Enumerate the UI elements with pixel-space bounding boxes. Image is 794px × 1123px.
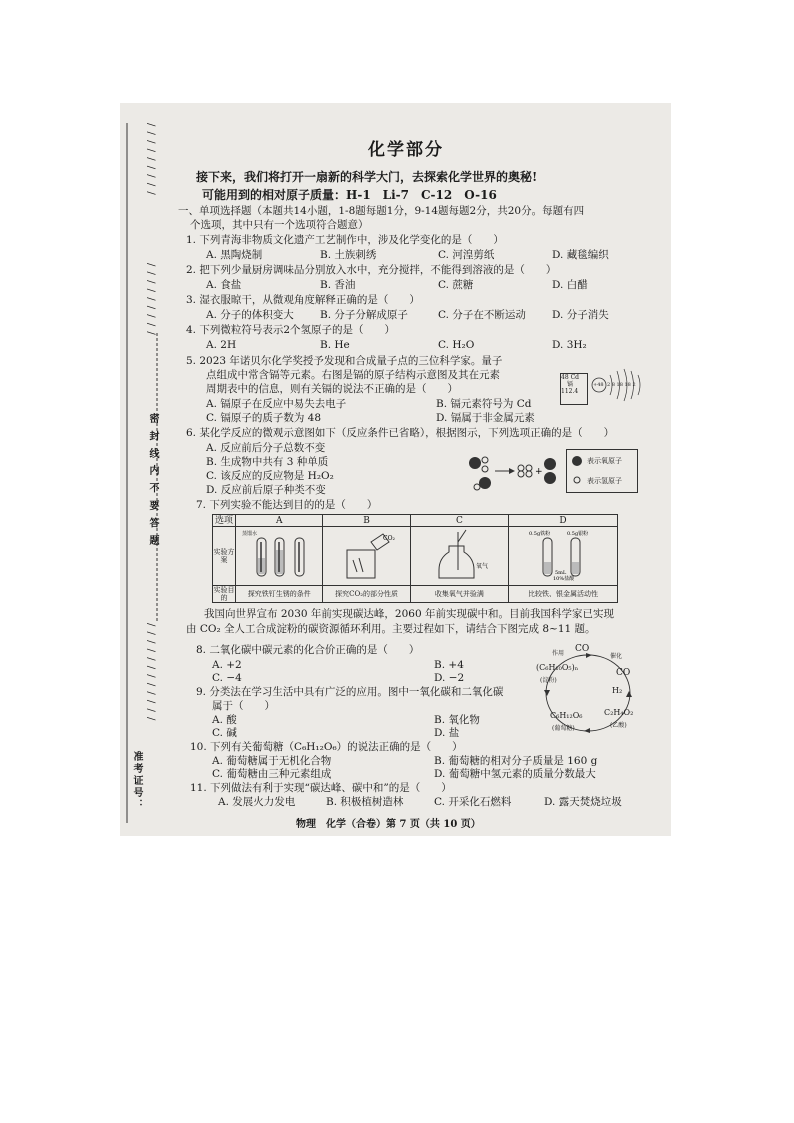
table-header-label: 选项 [213, 515, 236, 527]
binding-slashes-top: / / / / / / / / / [145, 123, 156, 196]
tile-mass: 112.4 [561, 388, 579, 395]
svg-text:5mL: 5mL [555, 570, 567, 576]
q6-stem: 6. 某化学反应的微观示意图如下（反应条件已省略），根据图示，下列选项正确的是（ ） [186, 427, 615, 439]
q10-option-b: B. 葡萄糖的相对分子质量是 160 g [434, 755, 598, 767]
q11-option-d: D. 露天焚烧垃圾 [544, 796, 622, 808]
q3-option-c: C. 分子在不断运动 [438, 309, 526, 321]
q3-option-b: B. 分子分解成原子 [320, 309, 408, 321]
q9-option-a: A. 酸 [212, 714, 237, 726]
cycle-acetic: C₂H₄O₂ [604, 708, 634, 717]
co2-beaker-figure [327, 528, 407, 582]
cycle-h2: H₂ [612, 686, 623, 695]
q5-stem-3: 周期表中的信息，则有关镉的说法不正确的是（ ） [206, 383, 458, 395]
binding-slashes-bottom: / / / / / / / / / / / / [145, 623, 156, 722]
q4-option-d: D. 3H₂ [552, 339, 587, 351]
purpose-c: 收集氧气并验满 [410, 586, 508, 603]
plan-c [410, 527, 508, 586]
cycle-tag-1: 作用 [552, 650, 565, 657]
electron-shells: 2 8 18 18 2 [607, 382, 636, 388]
tile-atomic-number: 48 [561, 374, 569, 381]
q7-stem: 7. 下列实验不能达到目的的是（ ） [196, 499, 378, 511]
q5-option-b: B. 镉元素符号为 Cd [436, 398, 532, 410]
atomic-masses: 可能用到的相对原子质量：H-1 Li-7 C-12 O-16 [202, 188, 497, 202]
q10-stem: 10. 下列有关葡萄糖（C₆H₁₂O₆）的说法正确的是（ ） [190, 741, 463, 753]
q3-option-a: A. 分子的体积变大 [206, 309, 294, 321]
oxygen-collection-figure [414, 528, 504, 582]
q5-option-c: C. 镉原子的质子数为 48 [206, 412, 322, 424]
q6-option-d: D. 反应前后原子种类不变 [206, 484, 326, 496]
q9-option-b: B. 氧化物 [434, 714, 480, 726]
q1-option-b: B. 土族刺绣 [320, 249, 377, 261]
row-purpose-label: 实验目的 [213, 586, 235, 602]
q4-option-b: B. He [320, 339, 350, 351]
cycle-starch-note: (淀粉) [540, 677, 557, 684]
q5-option-d: D. 镉属于非金属元素 [436, 412, 535, 424]
q6-option-b: B. 生成物中共有 3 种单质 [206, 456, 329, 468]
binding-margin [123, 103, 165, 836]
section-heading: 一、单项选择题（本题共14小题，1-8题每题1分，9-14题每题2分，共20分。每题有四 [178, 205, 585, 217]
cycle-starch: (C₆H₁₀O₅)ₙ [536, 663, 579, 672]
q2-option-b: B. 香油 [320, 279, 356, 291]
page-footer: 物理 化学（合卷）第 7 页（共 10 页） [296, 819, 481, 830]
svg-text:氧气: 氧气 [476, 563, 489, 570]
purpose-b: 探究CO₂的部分性质 [323, 586, 410, 603]
svg-text:0.5g银粉: 0.5g银粉 [567, 531, 589, 537]
q2-option-d: D. 白醋 [552, 279, 588, 291]
q3-option-d: D. 分子消失 [552, 309, 609, 321]
seal-line-text: 密 封 线 内 不 要 答 题 [147, 413, 158, 548]
q5-stem-2: 点组成中常含镉等元素。右图是镉的原子结构示意图及其在元素 [206, 369, 500, 381]
cadmium-periodic-tile [560, 373, 588, 405]
q2-stem: 2. 把下列少量厨房调味品分别放入水中，充分搅拌，不能得到溶液的是（ ） [186, 264, 557, 276]
passage-line-2: 由 CO₂ 全人工合成淀粉的碳资源循环利用。主要过程如下，请结合下图完成 8~11 题。 [186, 623, 596, 635]
legend-oxygen: 表示氧原子 [587, 457, 622, 465]
table-col-b: B [323, 515, 410, 527]
q8-option-b: B. +4 [434, 659, 464, 671]
q10-option-d: D. 葡萄糖中氢元素的质量分数最大 [434, 768, 596, 780]
exam-number-label: 准考证号： [131, 751, 142, 811]
q5-option-a: A. 镉原子在反应中易失去电子 [206, 398, 347, 410]
q8-option-d: D. −2 [434, 672, 465, 684]
plan-d [509, 527, 618, 586]
experiment-table [212, 514, 618, 603]
section-heading-2: 个选项，其中只有一个选项符合题意） [190, 219, 369, 231]
q9-option-c: C. 碱 [212, 727, 237, 739]
table-col-d: D [509, 515, 618, 527]
reaction-diagram [465, 449, 565, 495]
q1-stem: 1. 下列青海非物质文化遗产工艺制作中，涉及化学变化的是（ ） [186, 234, 504, 246]
q4-option-a: A. 2H [206, 339, 237, 351]
q6-option-a: A. 反应前后分子总数不变 [206, 442, 326, 454]
q2-option-c: C. 蔗糖 [438, 279, 474, 291]
q8-option-a: A. +2 [212, 659, 242, 671]
cycle-glucose-note: (葡萄糖) [552, 725, 575, 732]
passage-line-1: 我国向世界宣布 2030 年前实现碳达峰，2060 年前实现碳中和。目前我国科学家已实现 [204, 608, 614, 620]
q8-stem: 8. 二氧化碳中碳元素的化合价正确的是（ ） [196, 644, 420, 656]
q5-stem-1: 5. 2023 年诺贝尔化学奖授予发现和合成量子点的三位科学家。量子 [186, 355, 503, 367]
metal-activity-figure [513, 528, 613, 582]
intro-text: 接下来，我们将打开一扇新的科学大门，去探索化学世界的奥秘! [196, 170, 538, 184]
binding-slashes-mid: / / / / / / / / / [145, 263, 156, 336]
cycle-glucose: C₆H₁₂O₆ [550, 711, 583, 720]
cycle-acetic-note: (乙酸) [610, 722, 627, 729]
purpose-a: 探究铁钉生锈的条件 [236, 586, 323, 603]
q4-option-c: C. H₂O [438, 339, 475, 351]
q1-option-c: C. 河湟剪纸 [438, 249, 495, 261]
svg-text:0.5g铁粉: 0.5g铁粉 [529, 531, 551, 537]
carbon-cycle-diagram [528, 641, 648, 743]
nucleus-charge: +48 [593, 382, 604, 388]
legend-hydrogen: 表示氢原子 [587, 477, 622, 485]
svg-text:+: + [535, 467, 543, 477]
tile-name: 镉 [567, 381, 574, 388]
plan-b [323, 527, 410, 586]
svg-text:CO₂: CO₂ [382, 535, 395, 542]
cycle-co: CO [575, 644, 590, 654]
svg-text:10%盐酸: 10%盐酸 [553, 576, 575, 582]
plan-a-label-water: 蒸馏水 [242, 531, 258, 537]
q6-option-c: C. 该反应的反应物是 H₂O₂ [206, 470, 334, 482]
q11-option-b: B. 积极植树造林 [326, 796, 404, 808]
row-plan-label: 实验方案 [213, 527, 236, 586]
q3-stem: 3. 湿衣服晾干，从微观角度解释正确的是（ ） [186, 294, 420, 306]
plan-a [236, 527, 323, 586]
cycle-tag-2: 催化 [610, 653, 623, 660]
q9-option-d: D. 盐 [434, 727, 460, 739]
q10-option-a: A. 葡萄糖属于无机化合物 [212, 755, 332, 767]
tile-symbol: Cd [570, 374, 579, 381]
q9-stem-2: 属于（ ） [212, 700, 275, 712]
q9-stem: 9. 分类法在学习生活中具有广泛的应用。图中一氧化碳和二氧化碳 [196, 686, 504, 698]
q11-option-a: A. 发展火力发电 [218, 796, 296, 808]
table-col-c: C [410, 515, 508, 527]
cycle-co-right: CO [616, 668, 631, 678]
q11-option-c: C. 开采化石燃料 [434, 796, 512, 808]
q1-option-a: A. 黑陶烧制 [206, 249, 263, 261]
q1-option-d: D. 藏毯编织 [552, 249, 609, 261]
table-col-a: A [236, 515, 323, 527]
q4-stem: 4. 下列微粒符号表示2个氢原子的是（ ） [186, 324, 396, 336]
q2-option-a: A. 食盐 [206, 279, 242, 291]
reaction-legend [566, 449, 638, 493]
q11-stem: 11. 下列做法有利于实现“碳达峰、碳中和”的是（ ） [190, 782, 452, 794]
purpose-d: 比较铁、银金属活动性 [509, 586, 618, 603]
legend-symbols [571, 455, 583, 487]
page-title: 化学部分 [368, 140, 444, 160]
exam-page-photo [120, 103, 671, 836]
q10-option-c: C. 葡萄糖由三种元素组成 [212, 768, 332, 780]
q8-option-c: C. −4 [212, 672, 242, 684]
